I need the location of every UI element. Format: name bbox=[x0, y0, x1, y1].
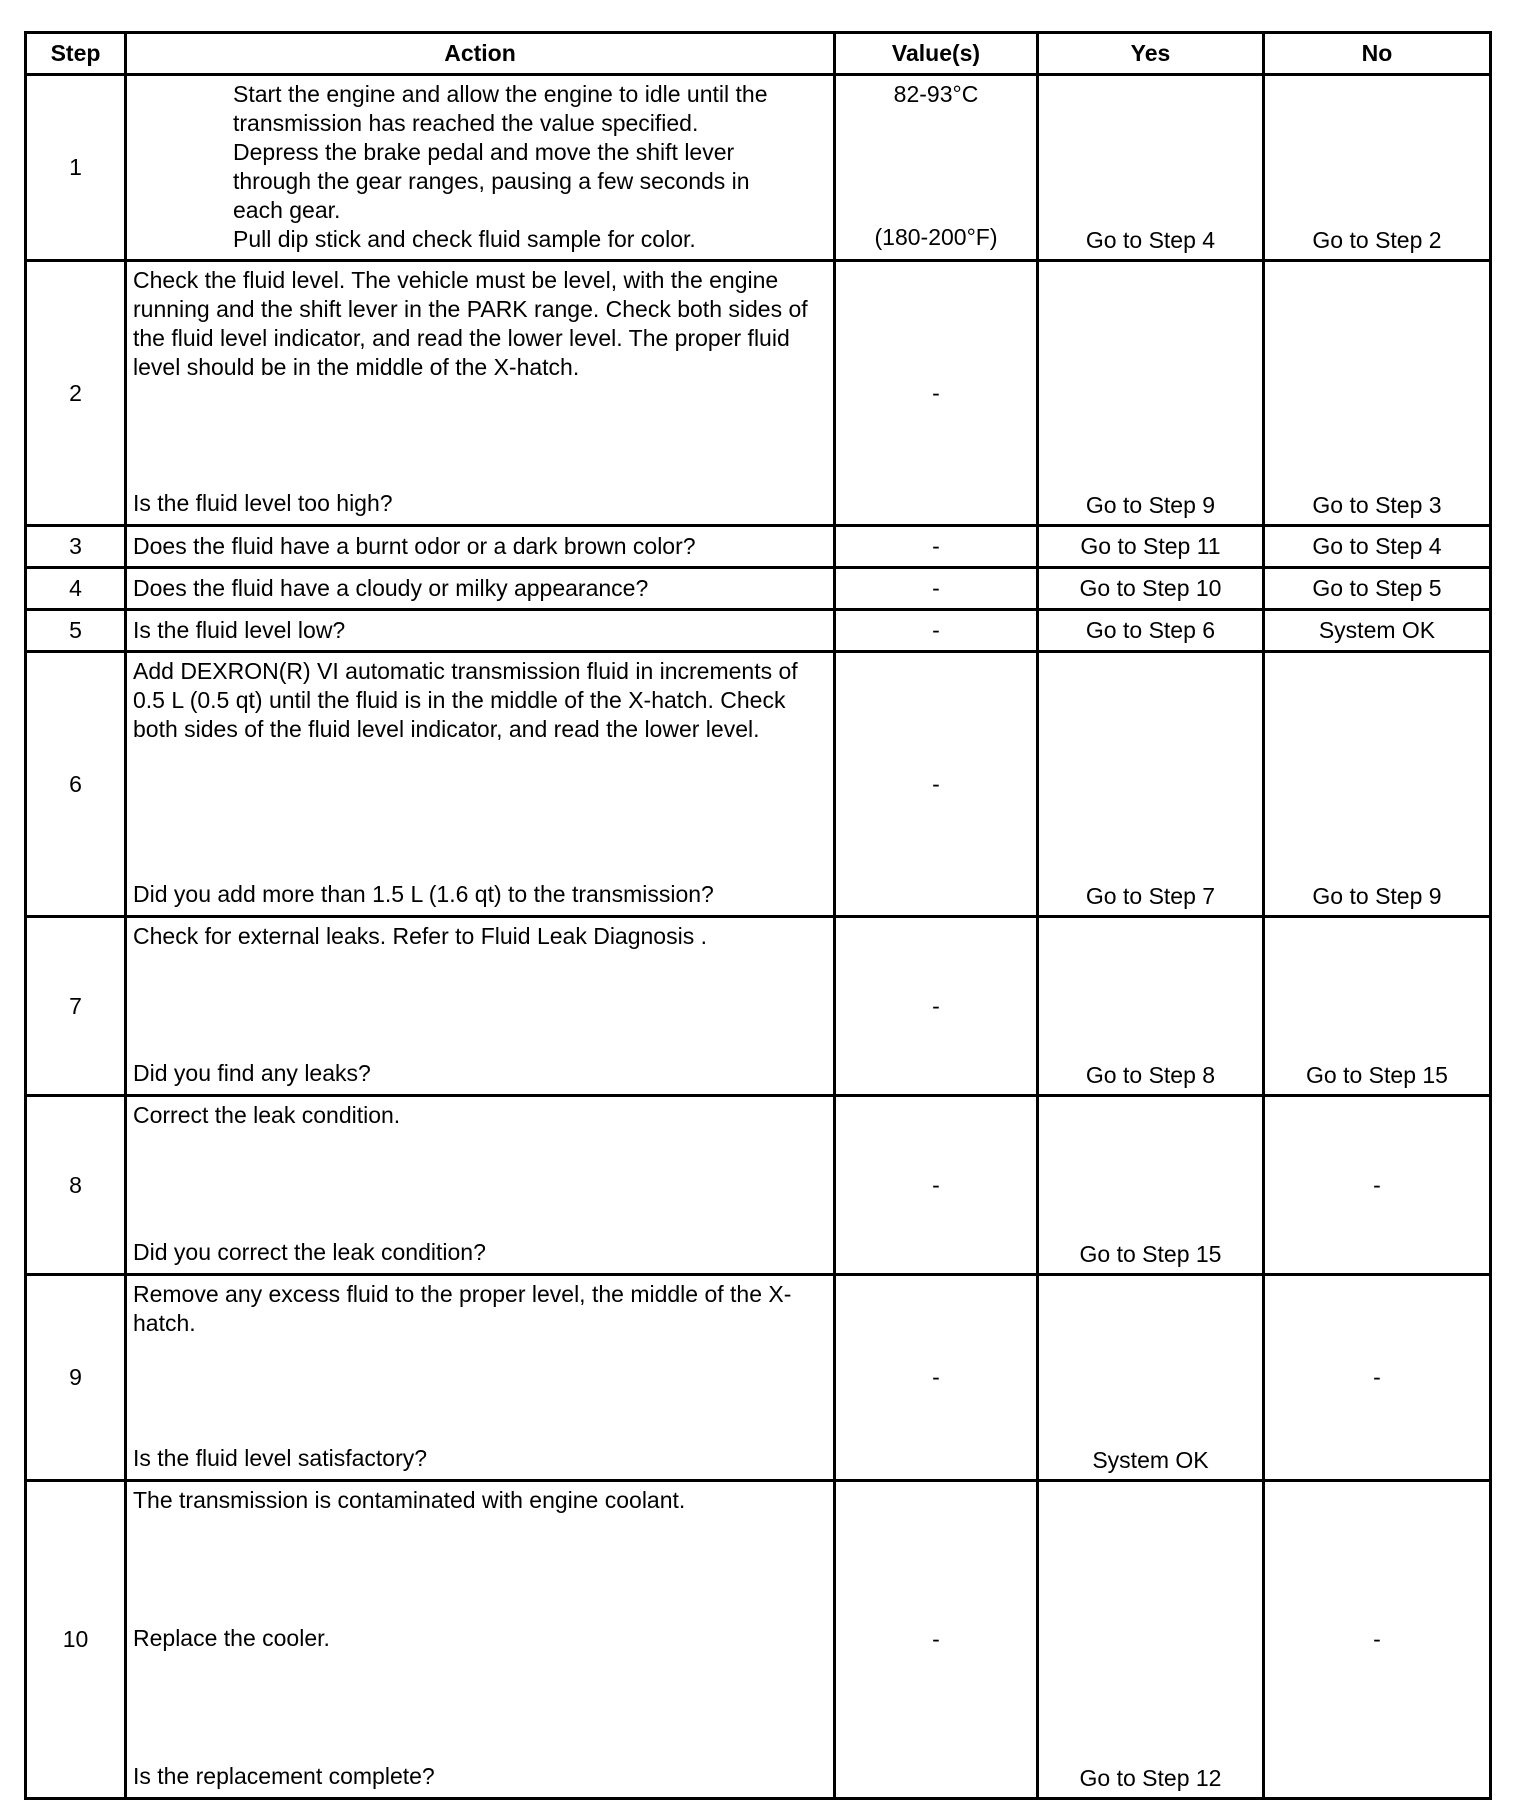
action-instruction: Check for external leaks. Refer to Fluid Leak Diagnosis . bbox=[133, 923, 707, 949]
action-question: Is the replacement complete? bbox=[133, 1763, 435, 1789]
action-instruction-2: Replace the cooler. bbox=[133, 1625, 330, 1651]
action-question: Is the fluid level satisfactory? bbox=[133, 1445, 428, 1471]
no-cell: Go to Step 5 bbox=[1264, 568, 1491, 610]
value-celsius: 82-93°C bbox=[893, 81, 979, 107]
step-number: 6 bbox=[26, 652, 126, 917]
step-number: 1 bbox=[26, 75, 126, 261]
header-action: Action bbox=[126, 33, 835, 75]
header-no: No bbox=[1264, 33, 1491, 75]
value-cell: - bbox=[835, 652, 1038, 917]
value-cell: - bbox=[835, 610, 1038, 652]
step-number: 9 bbox=[26, 1275, 126, 1481]
yes-cell: Go to Step 9 bbox=[1038, 261, 1264, 526]
yes-cell: Go to Step 8 bbox=[1038, 917, 1264, 1096]
value-cell: - bbox=[835, 568, 1038, 610]
header-row bbox=[26, 33, 1491, 75]
table-row bbox=[26, 261, 1491, 526]
action-instruction: Add DEXRON(R) VI automatic transmission fluid in increments of 0.5 L (0.5 qt) until the fluid is in the middle of the X-hatch. Check both sides of the fluid level indicator, and read the lower level. bbox=[133, 658, 798, 742]
no-cell: System OK bbox=[1264, 610, 1491, 652]
action-instruction: Check the fluid level. The vehicle must be level, with the engine running and the shift lever in the PARK range. Check both sides of the fluid level indicator, and read the lower level. The proper fluid level should be in the middle of the X-hatch. bbox=[133, 267, 808, 380]
action-line: transmission has reached the value specified. bbox=[233, 110, 699, 136]
step-number: 2 bbox=[26, 261, 126, 526]
action-question: Did you add more than 1.5 L (1.6 qt) to the transmission? bbox=[133, 881, 714, 907]
no-cell: Go to Step 3 bbox=[1264, 261, 1491, 526]
table-row bbox=[26, 526, 1491, 568]
table-row bbox=[26, 610, 1491, 652]
action-question: Did you correct the leak condition? bbox=[133, 1239, 486, 1265]
no-cell: - bbox=[1264, 1096, 1491, 1275]
action-cell bbox=[126, 917, 835, 1096]
step-number: 5 bbox=[26, 610, 126, 652]
table-row bbox=[26, 568, 1491, 610]
value-cell: - bbox=[835, 1275, 1038, 1481]
no-cell: Go to Step 15 bbox=[1264, 917, 1491, 1096]
yes-cell: Go to Step 12 bbox=[1038, 1481, 1264, 1799]
no-cell: Go to Step 4 bbox=[1264, 526, 1491, 568]
action-instruction: Correct the leak condition. bbox=[133, 1102, 401, 1128]
action-cell bbox=[126, 1275, 835, 1481]
table-row bbox=[26, 75, 1491, 261]
diagnostic-table bbox=[24, 31, 1492, 1800]
value-cell: - bbox=[835, 1096, 1038, 1275]
action-line: Pull dip stick and check fluid sample for color. bbox=[233, 226, 696, 252]
action-cell bbox=[126, 1096, 835, 1275]
action-line: each gear. bbox=[233, 197, 341, 223]
yes-cell: Go to Step 15 bbox=[1038, 1096, 1264, 1275]
table-row bbox=[26, 1096, 1491, 1275]
value-fahrenheit: (180-200°F) bbox=[874, 224, 998, 250]
value-cell: - bbox=[835, 917, 1038, 1096]
table-row bbox=[26, 1275, 1491, 1481]
action-cell: Does the fluid have a cloudy or milky appearance? bbox=[126, 568, 835, 610]
header-values: Value(s) bbox=[835, 33, 1038, 75]
no-cell: - bbox=[1264, 1275, 1491, 1481]
step-number: 7 bbox=[26, 917, 126, 1096]
header-step: Step bbox=[26, 33, 126, 75]
yes-cell: System OK bbox=[1038, 1275, 1264, 1481]
action-instruction: The transmission is contaminated with engine coolant. bbox=[133, 1487, 686, 1513]
action-cell: Is the fluid level low? bbox=[126, 610, 835, 652]
no-cell: Go to Step 2 bbox=[1264, 75, 1491, 261]
action-cell bbox=[126, 75, 835, 261]
value-cell: - bbox=[835, 261, 1038, 526]
table-row bbox=[26, 917, 1491, 1096]
action-question: Did you find any leaks? bbox=[133, 1060, 371, 1086]
table-row bbox=[26, 1481, 1491, 1799]
action-cell bbox=[126, 1481, 835, 1799]
yes-cell: Go to Step 6 bbox=[1038, 610, 1264, 652]
action-line: Start the engine and allow the engine to idle until the bbox=[233, 81, 768, 107]
action-cell bbox=[126, 652, 835, 917]
no-cell: Go to Step 9 bbox=[1264, 652, 1491, 917]
action-cell bbox=[126, 261, 835, 526]
action-cell: Does the fluid have a burnt odor or a dark brown color? bbox=[126, 526, 835, 568]
no-cell: - bbox=[1264, 1481, 1491, 1799]
table-row bbox=[26, 652, 1491, 917]
action-line: Depress the brake pedal and move the shift lever bbox=[233, 139, 735, 165]
yes-cell: Go to Step 11 bbox=[1038, 526, 1264, 568]
header-yes: Yes bbox=[1038, 33, 1264, 75]
action-line: through the gear ranges, pausing a few seconds in bbox=[233, 168, 750, 194]
value-cell: - bbox=[835, 1481, 1038, 1799]
value-cell: - bbox=[835, 526, 1038, 568]
action-instruction: Remove any excess fluid to the proper level, the middle of the X-hatch. bbox=[133, 1281, 792, 1336]
yes-cell: Go to Step 4 bbox=[1038, 75, 1264, 261]
step-number: 4 bbox=[26, 568, 126, 610]
yes-cell: Go to Step 7 bbox=[1038, 652, 1264, 917]
step-number: 10 bbox=[26, 1481, 126, 1799]
yes-cell: Go to Step 10 bbox=[1038, 568, 1264, 610]
step-number: 8 bbox=[26, 1096, 126, 1275]
action-question: Is the fluid level too high? bbox=[133, 490, 393, 516]
value-cell bbox=[835, 75, 1038, 261]
step-number: 3 bbox=[26, 526, 126, 568]
